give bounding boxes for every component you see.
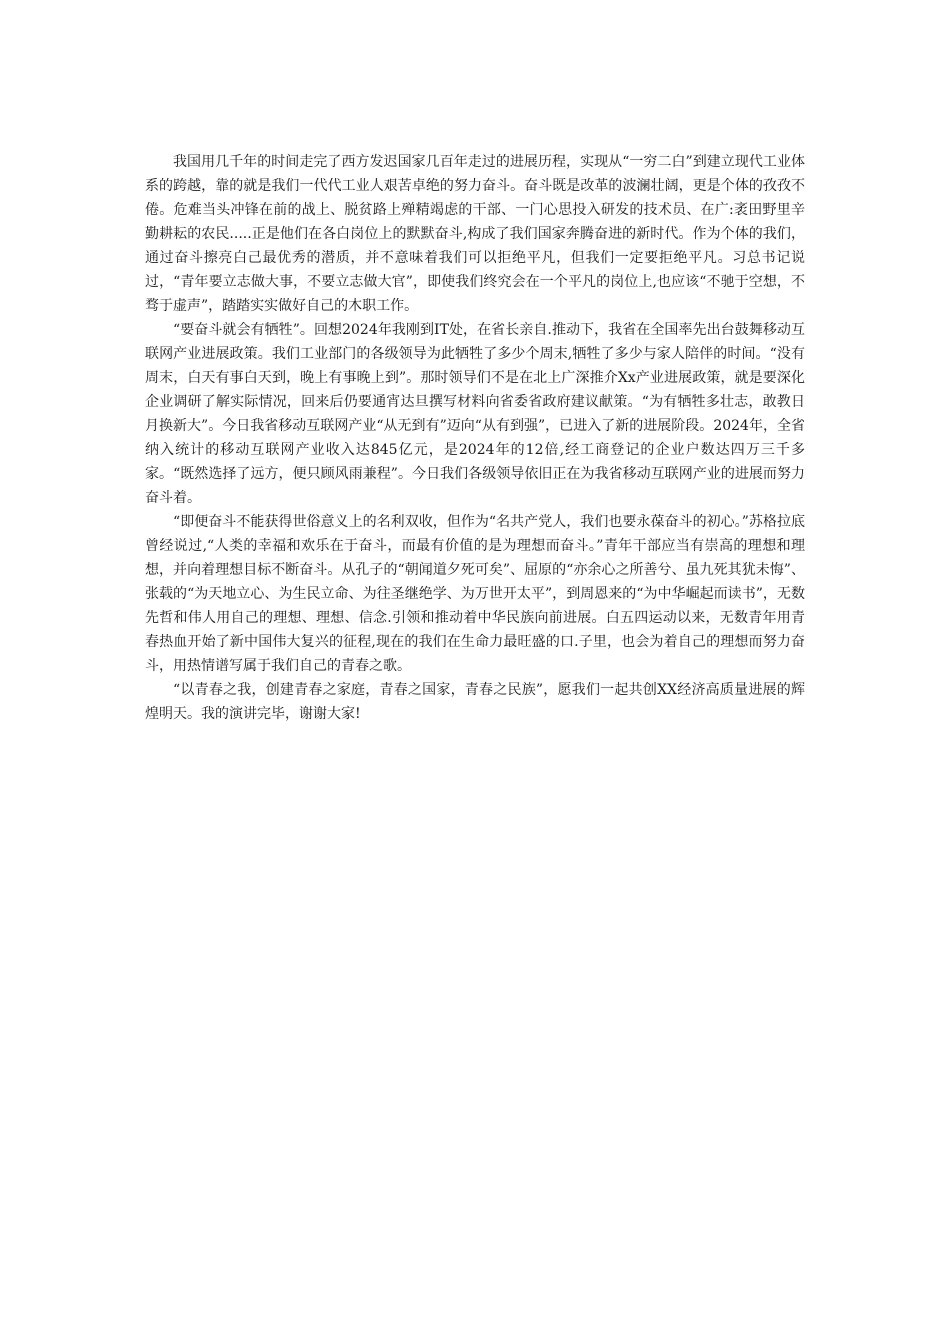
speech-body [145,150,805,726]
paragraph-2: “要奋斗就会有牺牲”。回想2024年我刚到IT处，在省长亲自.推动下，我省在全国率先出台鼓舞移动互联网产业进展政策。我们工业部门的各级领导为此牺牲了多少个周末,牺牲了多少与家人陪伴的时间。“没有周末，白天有事白天到，晚上有事晚上到”。那时领导们不是在北上广深推介Xx产业进展政策，就是要深化企业调研了解实际情况，回来后仍要通宵达旦撰写材料向省委省政府建议献策。“为有牺牲多壮志，敢教日月换新大”。今日我省移动互联网产业“从无到有”迈向“从有到强”，已进入了新的进展阶段。2024年，全省纳入统计的移动互联网产业收入达845亿元，是2024年的12倍,经工商登记的企业户数达四万三千多家。“既然选择了远方，便只顾风雨兼程”。今日我们各级领导依旧正在为我省移动互联网产业的进展而努力奋斗着。 [145,322,805,506]
paragraph-4: “以青春之我，创建青春之家庭，青春之国家，青春之民族”，愿我们一起共创XX经济高质量进展的辉煌明天。我的演讲完毕，谢谢大家! [145,682,805,722]
paragraph-3: “即便奋斗不能获得世俗意义上的名利双收，但作为“名共产党人，我们也要永葆奋斗的初心。”苏格拉底曾经说过,“人类的幸福和欢乐在于奋斗，而最有价值的是为理想而奋斗。”青年干部应当有崇高的理想和理想，并向着理想目标不断奋斗。从孔子的“朝闻道夕死可矣”、屈原的“亦余心之所善兮、虽九死其犹未悔”、张载的“为天地立心、为生民立命、为往圣继绝学、为万世开太平”，到周恩来的“为中华崛起而读书”，无数先哲和伟人用自己的理想、理想、信念.引领和推动着中华民族向前进展。白五四运动以来，无数青年用青春热血开始了新中国伟大复兴的征程,现在的我们在生命力最旺盛的口.子里，也会为着自己的理想而努力奋斗，用热情谱写属于我们自己的青春之歌。 [145,514,805,674]
paragraph-1: 我国用几千年的时间走完了西方发迟国家几百年走过的进展历程，实现从“一穷二白”到建立现代工业体系的跨越，靠的就是我们一代代工业人艰苦卓绝的努力奋斗。奋斗既是改革的波澜壮阔，更是个体的孜孜不倦。危难当头冲锋在前的战上、脱贫路上殚精竭虑的干部、一门心思投入研发的技术员、在广:袤田野里辛勤耕耘的农民.....正是他们在各白岗位上的默默奋斗,构成了我们国家奔腾奋进的新时代。作为个体的我们，通过奋斗擦亮白己最优秀的潜质，并不意味着我们可以拒绝平凡，但我们一定要拒绝平凡。习总书记说过，“青年要立志做大事，不要立志做大官”，即使我们终究会在一个平凡的岗位上,也应该“不驰于空想，不骛于虚声”，踏踏实实做好自己的木职工作。 [145,154,805,314]
